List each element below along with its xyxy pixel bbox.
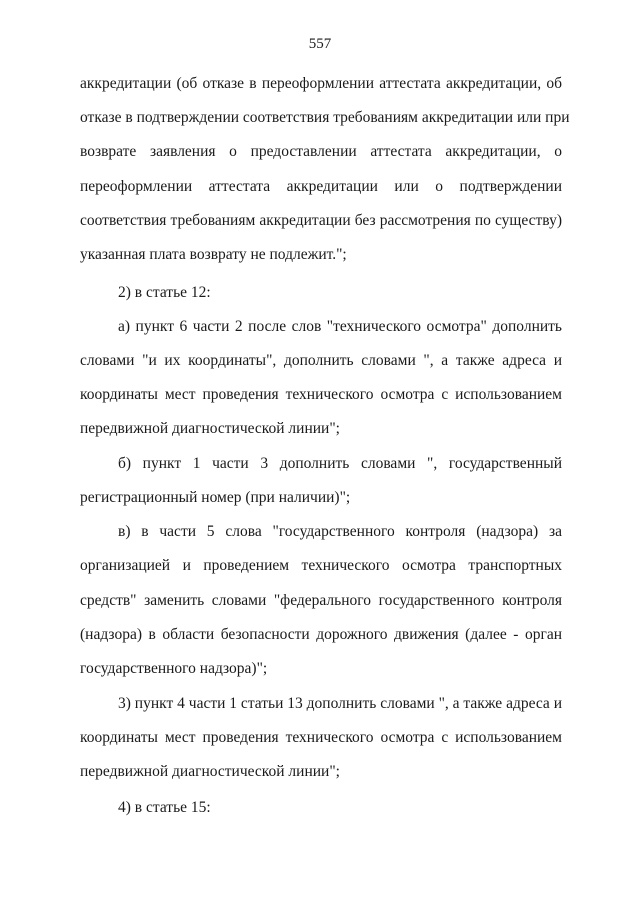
text-line: передвижной диагностической линии"; xyxy=(80,763,340,780)
text-line: средств" заменить словами "федерального государственного контроля xyxy=(80,592,562,609)
text-line: организацией и проведением технического осмотра транспортных xyxy=(80,557,562,574)
text-line: передвижной диагностической линии"; xyxy=(80,420,340,437)
text-line: 3) пункт 4 части 1 статьи 13 дополнить словами ", а также адреса и xyxy=(118,695,562,712)
text-line: словами "и их координаты", дополнить словами ", а также адреса и xyxy=(80,352,562,369)
text-line: 2) в статье 12: xyxy=(118,284,211,301)
text-line: указанная плата возврату не подлежит."; xyxy=(80,246,347,263)
text-line: аккредитации (об отказе в переоформлении аттестата аккредитации, об xyxy=(80,75,562,92)
text-line: б) пункт 1 части 3 дополнить словами ", государственный xyxy=(118,455,562,472)
text-line: возврате заявления о предоставлении аттестата аккредитации, о xyxy=(80,143,562,160)
text-line: соответствия требованиям аккредитации без рассмотрения по существу) xyxy=(80,212,562,229)
text-line: переоформлении аттестата аккредитации или о подтверждении xyxy=(80,178,562,195)
text-line: а) пункт 6 части 2 после слов "технического осмотра" дополнить xyxy=(118,318,562,335)
text-line: координаты мест проведения технического осмотра с использованием xyxy=(80,729,562,746)
text-line: в) в части 5 слова "государственного контроля (надзора) за xyxy=(118,523,562,540)
page-number: 557 xyxy=(308,36,332,52)
text-line: государственного надзора)"; xyxy=(80,660,268,677)
text-line: (надзора) в области безопасности дорожного движения (далее - орган xyxy=(80,626,562,643)
text-line: 4) в статье 15: xyxy=(118,799,211,816)
text-line: регистрационный номер (при наличии)"; xyxy=(80,489,351,506)
text-line: отказе в подтверждении соответствия требованиям аккредитации или при xyxy=(80,109,570,126)
text-line: координаты мест проведения технического осмотра с использованием xyxy=(80,386,562,403)
